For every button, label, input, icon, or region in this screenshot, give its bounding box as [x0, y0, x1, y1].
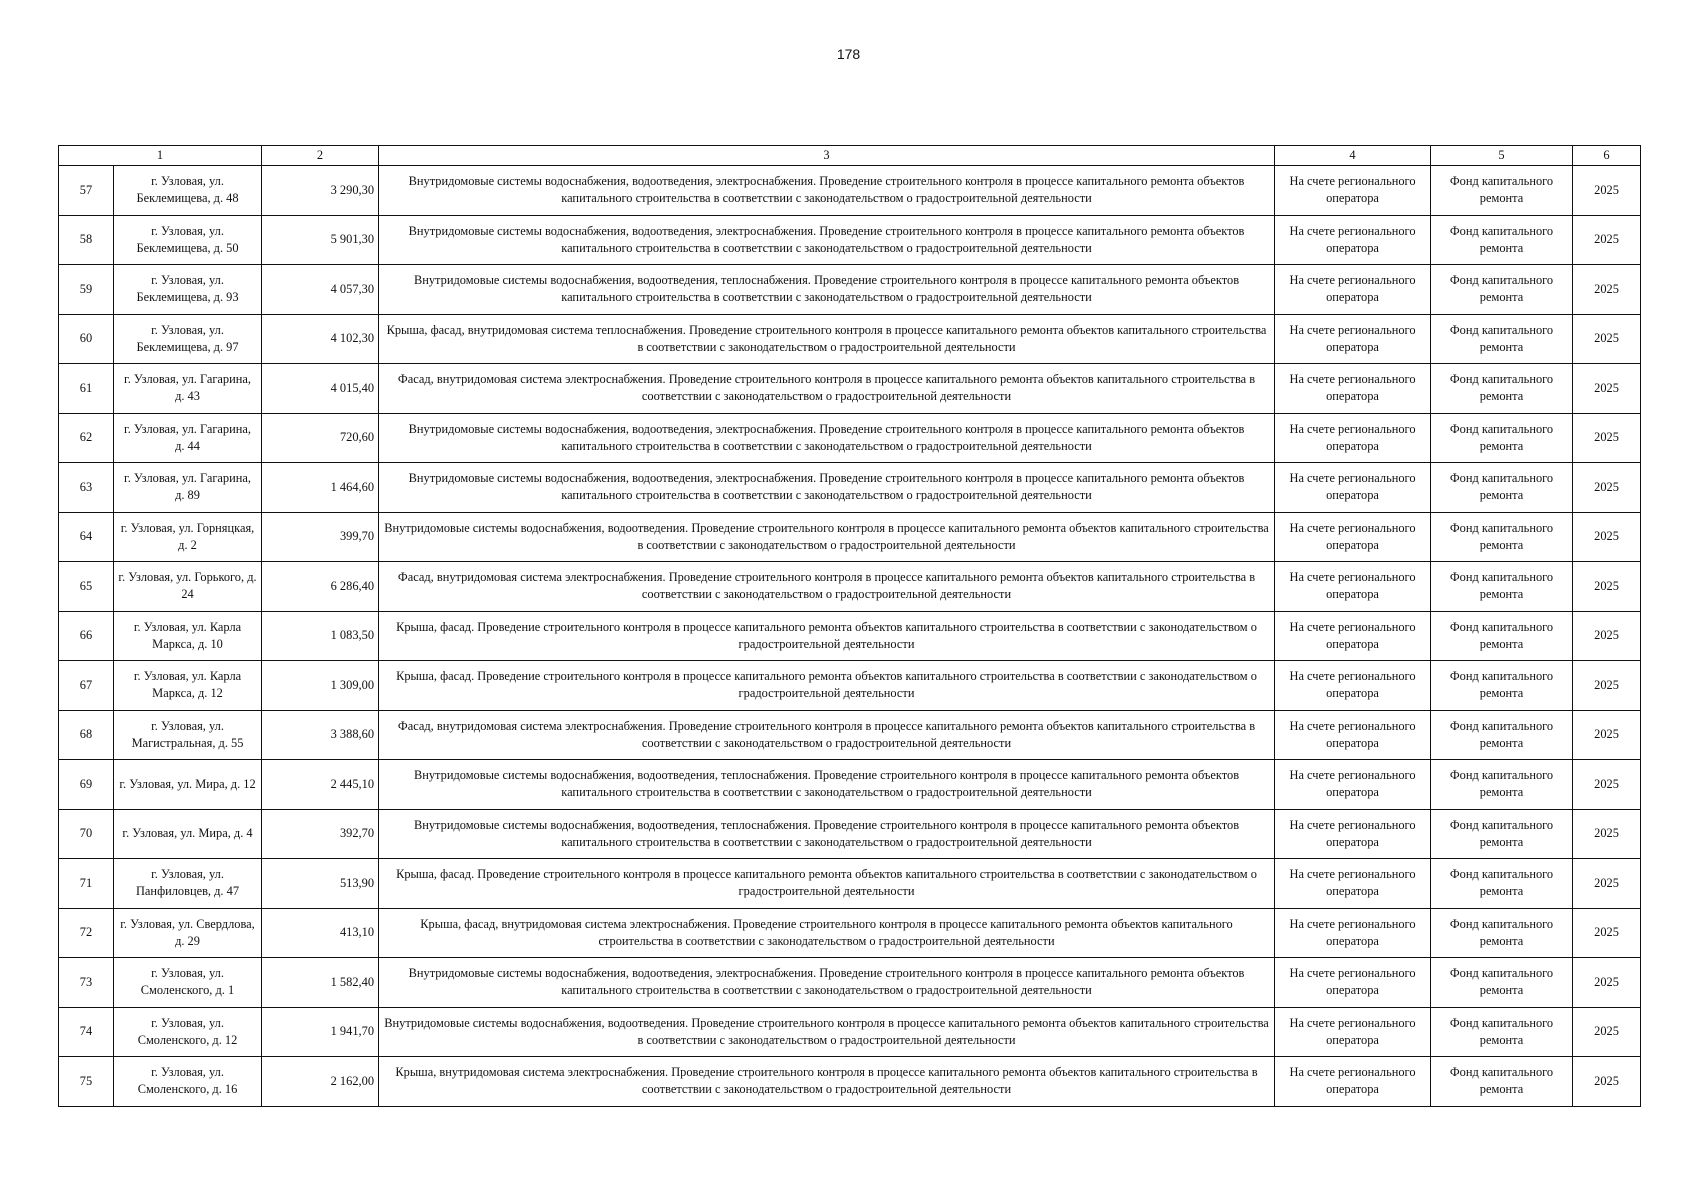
row-number-cell: 62 [59, 413, 114, 463]
account-type-cell: На счете регионального оператора [1275, 562, 1431, 612]
year-cell: 2025 [1573, 215, 1641, 265]
works-description-cell: Внутридомовые системы водоснабжения, водоотведения. Проведение строительного контроля в процессе капитального ремонта объектов капитального строительства в соответствии с законодательством о градостроительной деятельности [379, 1007, 1275, 1057]
account-type-cell: На счете регионального оператора [1275, 413, 1431, 463]
table-row [59, 760, 1641, 810]
funding-source-cell: Фонд капитального ремонта [1431, 859, 1573, 909]
address-cell: г. Узловая, ул. Смоленского, д. 1 [114, 958, 262, 1008]
works-description-cell: Внутридомовые системы водоснабжения, водоотведения. Проведение строительного контроля в процессе капитального ремонта объектов капитального строительства в соответствии с законодательством о градостроительной деятельности [379, 512, 1275, 562]
row-number-cell: 75 [59, 1057, 114, 1107]
account-type-cell: На счете регионального оператора [1275, 859, 1431, 909]
funding-source-cell: Фонд капитального ремонта [1431, 413, 1573, 463]
address-cell: г. Узловая, ул. Беклемищева, д. 48 [114, 166, 262, 216]
funding-source-cell: Фонд капитального ремонта [1431, 908, 1573, 958]
works-description-cell: Фасад, внутридомовая система электроснабжения. Проведение строительного контроля в процессе капитального ремонта объектов капитального строительства в соответствии с законодательством о градостроительной деятельности [379, 562, 1275, 612]
header-cell-1: 1 [59, 146, 262, 166]
year-cell: 2025 [1573, 760, 1641, 810]
funding-source-cell: Фонд капитального ремонта [1431, 809, 1573, 859]
address-cell: г. Узловая, ул. Беклемищева, д. 97 [114, 314, 262, 364]
row-number-cell: 58 [59, 215, 114, 265]
table-row [59, 661, 1641, 711]
funding-source-cell: Фонд капитального ремонта [1431, 314, 1573, 364]
row-number-cell: 69 [59, 760, 114, 810]
row-number-cell: 57 [59, 166, 114, 216]
amount-cell: 1 464,60 [262, 463, 379, 513]
funding-source-cell: Фонд капитального ремонта [1431, 611, 1573, 661]
table-row [59, 908, 1641, 958]
works-description-cell: Внутридомовые системы водоснабжения, водоотведения, теплоснабжения. Проведение строительного контроля в процессе капитального ремонта объектов капитального строительства в соответствии с законодательством о градостроительной деятельности [379, 760, 1275, 810]
header-cell-6: 6 [1573, 146, 1641, 166]
table-row [59, 859, 1641, 909]
account-type-cell: На счете регионального оператора [1275, 611, 1431, 661]
row-number-cell: 64 [59, 512, 114, 562]
table-row [59, 512, 1641, 562]
funding-source-cell: Фонд капитального ремонта [1431, 364, 1573, 414]
amount-cell: 5 901,30 [262, 215, 379, 265]
table-row [59, 166, 1641, 216]
capital-repair-table [58, 145, 1641, 1107]
row-number-cell: 66 [59, 611, 114, 661]
account-type-cell: На счете регионального оператора [1275, 215, 1431, 265]
table-row [59, 463, 1641, 513]
amount-cell: 413,10 [262, 908, 379, 958]
page-number: 178 [836, 46, 861, 62]
works-description-cell: Фасад, внутридомовая система электроснабжения. Проведение строительного контроля в процессе капитального ремонта объектов капитального строительства в соответствии с законодательством о градостроительной деятельности [379, 364, 1275, 414]
row-number-cell: 63 [59, 463, 114, 513]
year-cell: 2025 [1573, 463, 1641, 513]
funding-source-cell: Фонд капитального ремонта [1431, 166, 1573, 216]
account-type-cell: На счете регионального оператора [1275, 463, 1431, 513]
amount-cell: 4 057,30 [262, 265, 379, 315]
address-cell: г. Узловая, ул. Свердлова, д. 29 [114, 908, 262, 958]
works-description-cell: Крыша, фасад. Проведение строительного контроля в процессе капитального ремонта объектов капитального строительства в соответствии с законодательством о градостроительной деятельности [379, 661, 1275, 711]
row-number-cell: 68 [59, 710, 114, 760]
year-cell: 2025 [1573, 413, 1641, 463]
table-row [59, 611, 1641, 661]
table-row [59, 364, 1641, 414]
amount-cell: 1 083,50 [262, 611, 379, 661]
address-cell: г. Узловая, ул. Горького, д. 24 [114, 562, 262, 612]
funding-source-cell: Фонд капитального ремонта [1431, 463, 1573, 513]
address-cell: г. Узловая, ул. Горняцкая, д. 2 [114, 512, 262, 562]
funding-source-cell: Фонд капитального ремонта [1431, 215, 1573, 265]
account-type-cell: На счете регионального оператора [1275, 364, 1431, 414]
year-cell: 2025 [1573, 512, 1641, 562]
row-number-cell: 65 [59, 562, 114, 612]
account-type-cell: На счете регионального оператора [1275, 710, 1431, 760]
works-description-cell: Крыша, внутридомовая система электроснабжения. Проведение строительного контроля в процессе капитального ремонта объектов капитального строительства в соответствии с законодательством о градостроительной деятельности [379, 1057, 1275, 1107]
year-cell: 2025 [1573, 364, 1641, 414]
amount-cell: 6 286,40 [262, 562, 379, 612]
amount-cell: 2 162,00 [262, 1057, 379, 1107]
funding-source-cell: Фонд капитального ремонта [1431, 562, 1573, 612]
amount-cell: 399,70 [262, 512, 379, 562]
amount-cell: 720,60 [262, 413, 379, 463]
works-description-cell: Крыша, фасад. Проведение строительного контроля в процессе капитального ремонта объектов капитального строительства в соответствии с законодательством о градостроительной деятельности [379, 859, 1275, 909]
row-number-cell: 61 [59, 364, 114, 414]
amount-cell: 4 015,40 [262, 364, 379, 414]
funding-source-cell: Фонд капитального ремонта [1431, 265, 1573, 315]
table-row [59, 1007, 1641, 1057]
year-cell: 2025 [1573, 1007, 1641, 1057]
account-type-cell: На счете регионального оператора [1275, 1057, 1431, 1107]
address-cell: г. Узловая, ул. Смоленского, д. 16 [114, 1057, 262, 1107]
year-cell: 2025 [1573, 1057, 1641, 1107]
row-number-cell: 59 [59, 265, 114, 315]
address-cell: г. Узловая, ул. Гагарина, д. 89 [114, 463, 262, 513]
works-description-cell: Внутридомовые системы водоснабжения, водоотведения, теплоснабжения. Проведение строительного контроля в процессе капитального ремонта объектов капитального строительства в соответствии с законодательством о градостроительной деятельности [379, 809, 1275, 859]
header-row [59, 146, 1641, 166]
works-description-cell: Крыша, фасад, внутридомовая система электроснабжения. Проведение строительного контроля в процессе капитального ремонта объектов капитального строительства в соответствии с законодательством о градостроительной деятельности [379, 908, 1275, 958]
address-cell: г. Узловая, ул. Мира, д. 12 [114, 760, 262, 810]
account-type-cell: На счете регионального оператора [1275, 908, 1431, 958]
year-cell: 2025 [1573, 859, 1641, 909]
account-type-cell: На счете регионального оператора [1275, 661, 1431, 711]
works-description-cell: Крыша, фасад, внутридомовая система теплоснабжения. Проведение строительного контроля в процессе капитального ремонта объектов капитального строительства в соответствии с законодательством о градостроительной деятельности [379, 314, 1275, 364]
amount-cell: 1 941,70 [262, 1007, 379, 1057]
funding-source-cell: Фонд капитального ремонта [1431, 512, 1573, 562]
year-cell: 2025 [1573, 314, 1641, 364]
table-row [59, 710, 1641, 760]
funding-source-cell: Фонд капитального ремонта [1431, 661, 1573, 711]
amount-cell: 392,70 [262, 809, 379, 859]
row-number-cell: 74 [59, 1007, 114, 1057]
row-number-cell: 73 [59, 958, 114, 1008]
year-cell: 2025 [1573, 166, 1641, 216]
year-cell: 2025 [1573, 809, 1641, 859]
header-cell-4: 4 [1275, 146, 1431, 166]
year-cell: 2025 [1573, 611, 1641, 661]
address-cell: г. Узловая, ул. Гагарина, д. 43 [114, 364, 262, 414]
year-cell: 2025 [1573, 710, 1641, 760]
funding-source-cell: Фонд капитального ремонта [1431, 1057, 1573, 1107]
table-row [59, 1057, 1641, 1107]
address-cell: г. Узловая, ул. Гагарина, д. 44 [114, 413, 262, 463]
works-description-cell: Внутридомовые системы водоснабжения, водоотведения, электроснабжения. Проведение строительного контроля в процессе капитального ремонта объектов капитального строительства в соответствии с законодательством о градостроительной деятельности [379, 166, 1275, 216]
works-description-cell: Внутридомовые системы водоснабжения, водоотведения, электроснабжения. Проведение строительного контроля в процессе капитального ремонта объектов капитального строительства в соответствии с законодательством о градостроительной деятельности [379, 215, 1275, 265]
amount-cell: 1 582,40 [262, 958, 379, 1008]
row-number-cell: 72 [59, 908, 114, 958]
funding-source-cell: Фонд капитального ремонта [1431, 958, 1573, 1008]
account-type-cell: На счете регионального оператора [1275, 314, 1431, 364]
row-number-cell: 67 [59, 661, 114, 711]
address-cell: г. Узловая, ул. Беклемищева, д. 93 [114, 265, 262, 315]
funding-source-cell: Фонд капитального ремонта [1431, 1007, 1573, 1057]
works-description-cell: Крыша, фасад. Проведение строительного контроля в процессе капитального ремонта объектов капитального строительства в соответствии с законодательством о градостроительной деятельности [379, 611, 1275, 661]
amount-cell: 3 290,30 [262, 166, 379, 216]
header-cell-3: 3 [379, 146, 1275, 166]
table-row [59, 413, 1641, 463]
works-description-cell: Внутридомовые системы водоснабжения, водоотведения, электроснабжения. Проведение строительного контроля в процессе капитального ремонта объектов капитального строительства в соответствии с законодательством о градостроительной деятельности [379, 413, 1275, 463]
year-cell: 2025 [1573, 562, 1641, 612]
funding-source-cell: Фонд капитального ремонта [1431, 710, 1573, 760]
amount-cell: 2 445,10 [262, 760, 379, 810]
year-cell: 2025 [1573, 265, 1641, 315]
address-cell: г. Узловая, ул. Мира, д. 4 [114, 809, 262, 859]
address-cell: г. Узловая, ул. Карла Маркса, д. 10 [114, 611, 262, 661]
header-cell-2: 2 [262, 146, 379, 166]
works-description-cell: Внутридомовые системы водоснабжения, водоотведения, электроснабжения. Проведение строительного контроля в процессе капитального ремонта объектов капитального строительства в соответствии с законодательством о градостроительной деятельности [379, 463, 1275, 513]
works-description-cell: Фасад, внутридомовая система электроснабжения. Проведение строительного контроля в процессе капитального ремонта объектов капитального строительства в соответствии с законодательством о градостроительной деятельности [379, 710, 1275, 760]
funding-source-cell: Фонд капитального ремонта [1431, 760, 1573, 810]
amount-cell: 1 309,00 [262, 661, 379, 711]
account-type-cell: На счете регионального оператора [1275, 265, 1431, 315]
year-cell: 2025 [1573, 661, 1641, 711]
table-row [59, 562, 1641, 612]
header-cell-5: 5 [1431, 146, 1573, 166]
works-description-cell: Внутридомовые системы водоснабжения, водоотведения, теплоснабжения. Проведение строительного контроля в процессе капитального ремонта объектов капитального строительства в соответствии с законодательством о градостроительной деятельности [379, 265, 1275, 315]
amount-cell: 3 388,60 [262, 710, 379, 760]
address-cell: г. Узловая, ул. Магистральная, д. 55 [114, 710, 262, 760]
row-number-cell: 71 [59, 859, 114, 909]
account-type-cell: На счете регионального оператора [1275, 760, 1431, 810]
year-cell: 2025 [1573, 908, 1641, 958]
account-type-cell: На счете регионального оператора [1275, 958, 1431, 1008]
account-type-cell: На счете регионального оператора [1275, 1007, 1431, 1057]
address-cell: г. Узловая, ул. Смоленского, д. 12 [114, 1007, 262, 1057]
address-cell: г. Узловая, ул. Беклемищева, д. 50 [114, 215, 262, 265]
table-row [59, 265, 1641, 315]
account-type-cell: На счете регионального оператора [1275, 809, 1431, 859]
address-cell: г. Узловая, ул. Карла Маркса, д. 12 [114, 661, 262, 711]
table-row [59, 314, 1641, 364]
row-number-cell: 60 [59, 314, 114, 364]
amount-cell: 513,90 [262, 859, 379, 909]
address-cell: г. Узловая, ул. Панфиловцев, д. 47 [114, 859, 262, 909]
account-type-cell: На счете регионального оператора [1275, 512, 1431, 562]
amount-cell: 4 102,30 [262, 314, 379, 364]
table-row [59, 215, 1641, 265]
table-row [59, 809, 1641, 859]
year-cell: 2025 [1573, 958, 1641, 1008]
row-number-cell: 70 [59, 809, 114, 859]
table-row [59, 958, 1641, 1008]
account-type-cell: На счете регионального оператора [1275, 166, 1431, 216]
works-description-cell: Внутридомовые системы водоснабжения, водоотведения, электроснабжения. Проведение строительного контроля в процессе капитального ремонта объектов капитального строительства в соответствии с законодательством о градостроительной деятельности [379, 958, 1275, 1008]
